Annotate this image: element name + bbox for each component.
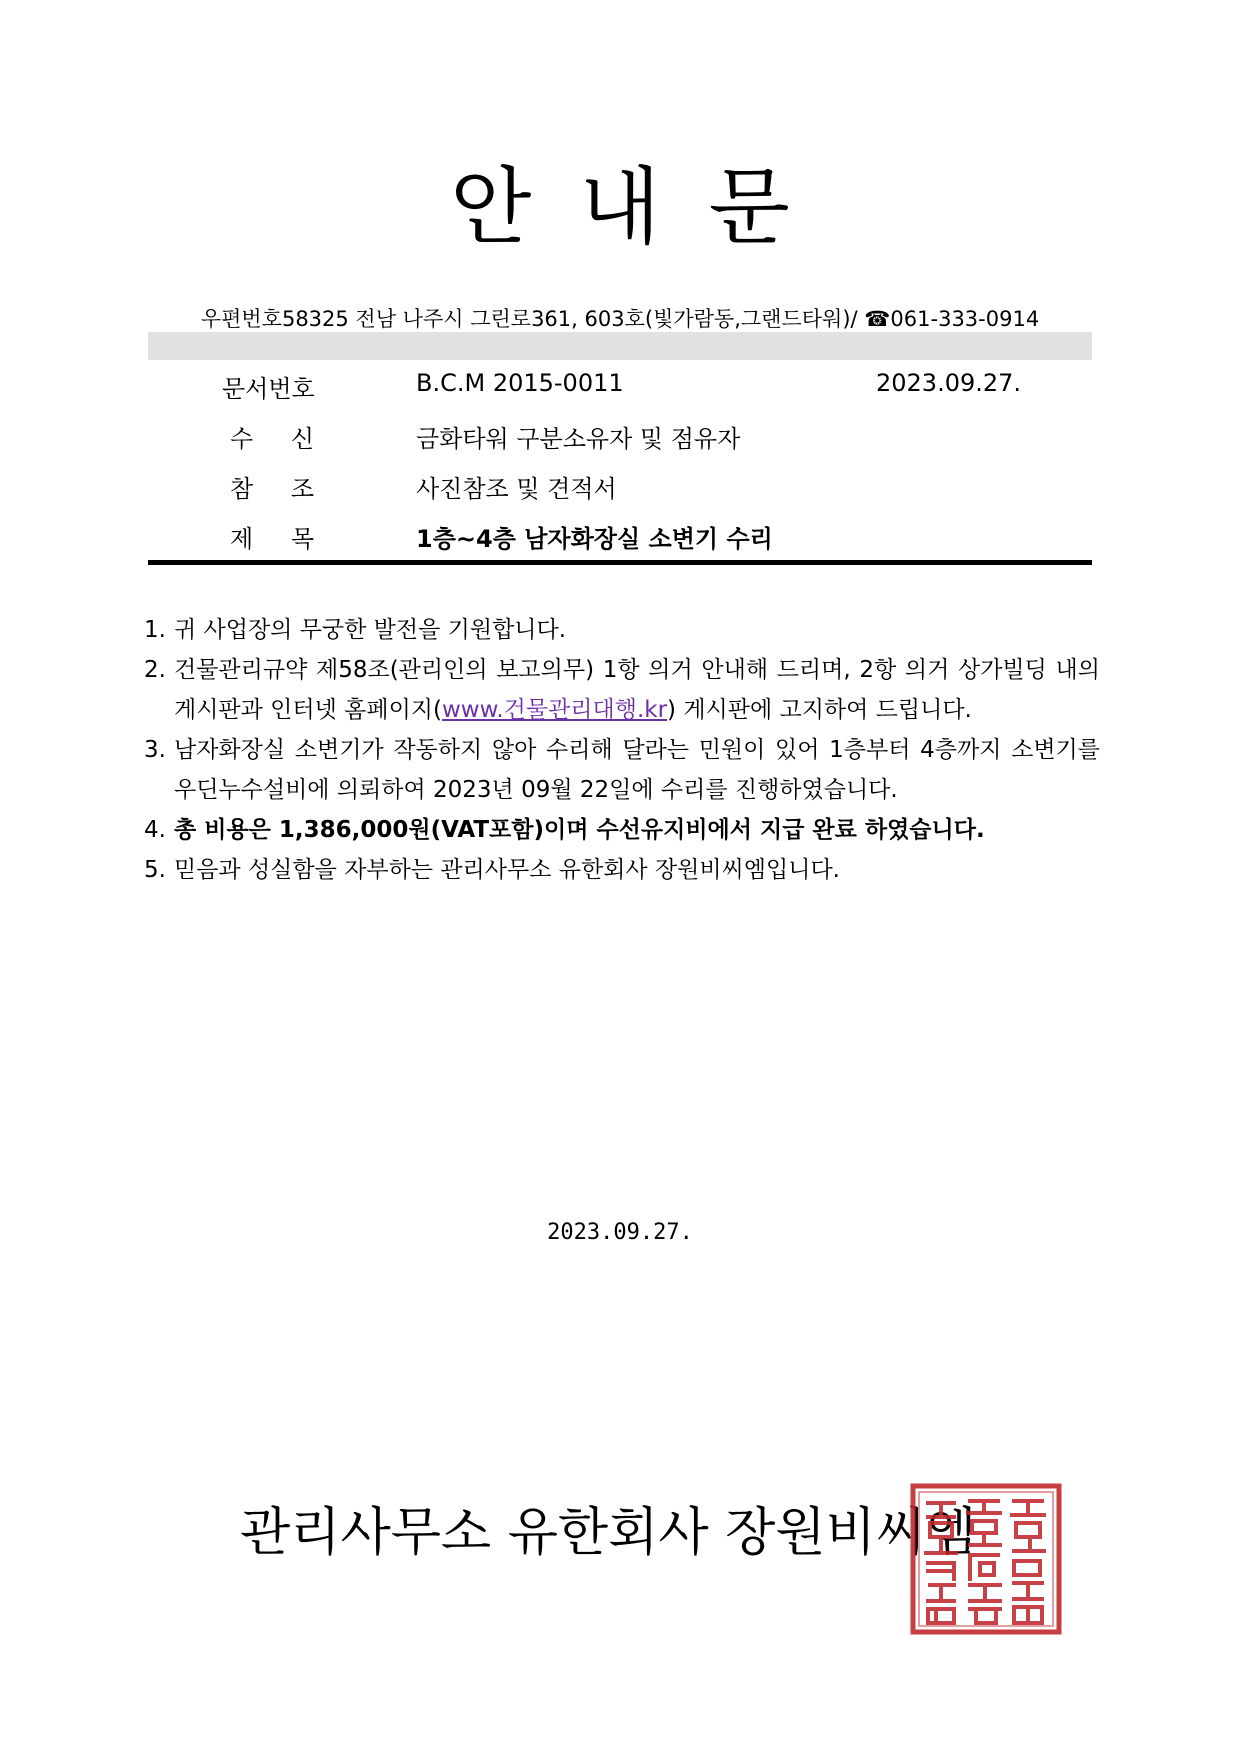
reference-label: 참 조	[230, 475, 314, 503]
list-item	[140, 730, 1100, 810]
item-number: 2.	[144, 657, 166, 683]
title-char: 안	[450, 158, 532, 256]
list-item	[140, 610, 1100, 650]
doc-number-row	[148, 369, 1092, 413]
item-number: 5.	[144, 857, 166, 883]
doc-number: B.C.M 2015-0011	[416, 369, 624, 397]
reference: 사진참조 및 견적서	[416, 475, 617, 503]
list-item	[140, 850, 1100, 890]
subject-label: 제 목	[230, 525, 314, 553]
item-text: ) 게시판에 고지하여 드립니다.	[667, 697, 972, 723]
title-char: 문	[708, 158, 790, 256]
list-item	[140, 810, 1100, 850]
notice-body	[140, 610, 1100, 890]
list-item	[140, 650, 1100, 730]
doc-date: 2023.09.27.	[876, 369, 1022, 397]
reference-row	[148, 469, 1092, 513]
item-text: 귀 사업장의 무궁한 발전을 기원합니다.	[174, 617, 567, 643]
recipient-label: 수 신	[230, 425, 314, 453]
subject: 1층~4층 남자화장실 소변기 수리	[416, 525, 773, 553]
sign-date: 2023.09.27.	[547, 1220, 693, 1245]
header-divider	[148, 560, 1092, 565]
homepage-link[interactable]: www.건물관리대행.kr	[442, 697, 668, 723]
address-line: 우편번호58325 전남 나주시 그린로361, 603호(빛가람동,그랜드타워)/ ☎061-333-0914	[200, 307, 1040, 331]
item-text: 총 비용은 1,386,000원(VAT포함)이며 수선유지비에서 지급 완료 하였습니다.	[174, 817, 985, 843]
company-seal-icon	[910, 1483, 1062, 1635]
document-title	[0, 158, 1240, 256]
item-text: 건물관리규약 제58조(관리인의 보고의무) 1항 의거 안내해 드리며, 2항 의거 상가빌딩 내의 게시판과 인터넷 홈페이지(	[174, 657, 1100, 723]
subject-row	[148, 519, 1092, 563]
item-text: 믿음과 성실함을 자부하는 관리사무소 유한회사 장원비씨엠입니다.	[174, 857, 840, 883]
doc-number-label: 문서번호	[222, 375, 315, 403]
recipient: 금화타워 구분소유자 및 점유자	[416, 425, 741, 453]
item-number: 4.	[144, 817, 166, 843]
recipient-row	[148, 419, 1092, 463]
item-number: 3.	[144, 737, 166, 763]
signature: 관리사무소 유한회사 장원비씨엠	[240, 1503, 977, 1563]
item-number: 1.	[144, 617, 166, 643]
title-char: 내	[579, 158, 661, 256]
header-bar	[148, 332, 1092, 360]
item-text: 남자화장실 소변기가 작동하지 않아 수리해 달라는 민원이 있어 1층부터 4층까지 소변기를 우딘누수설비에 의뢰하여 2023년 09월 22일에 수리를 진행하였습니다.	[174, 737, 1100, 803]
